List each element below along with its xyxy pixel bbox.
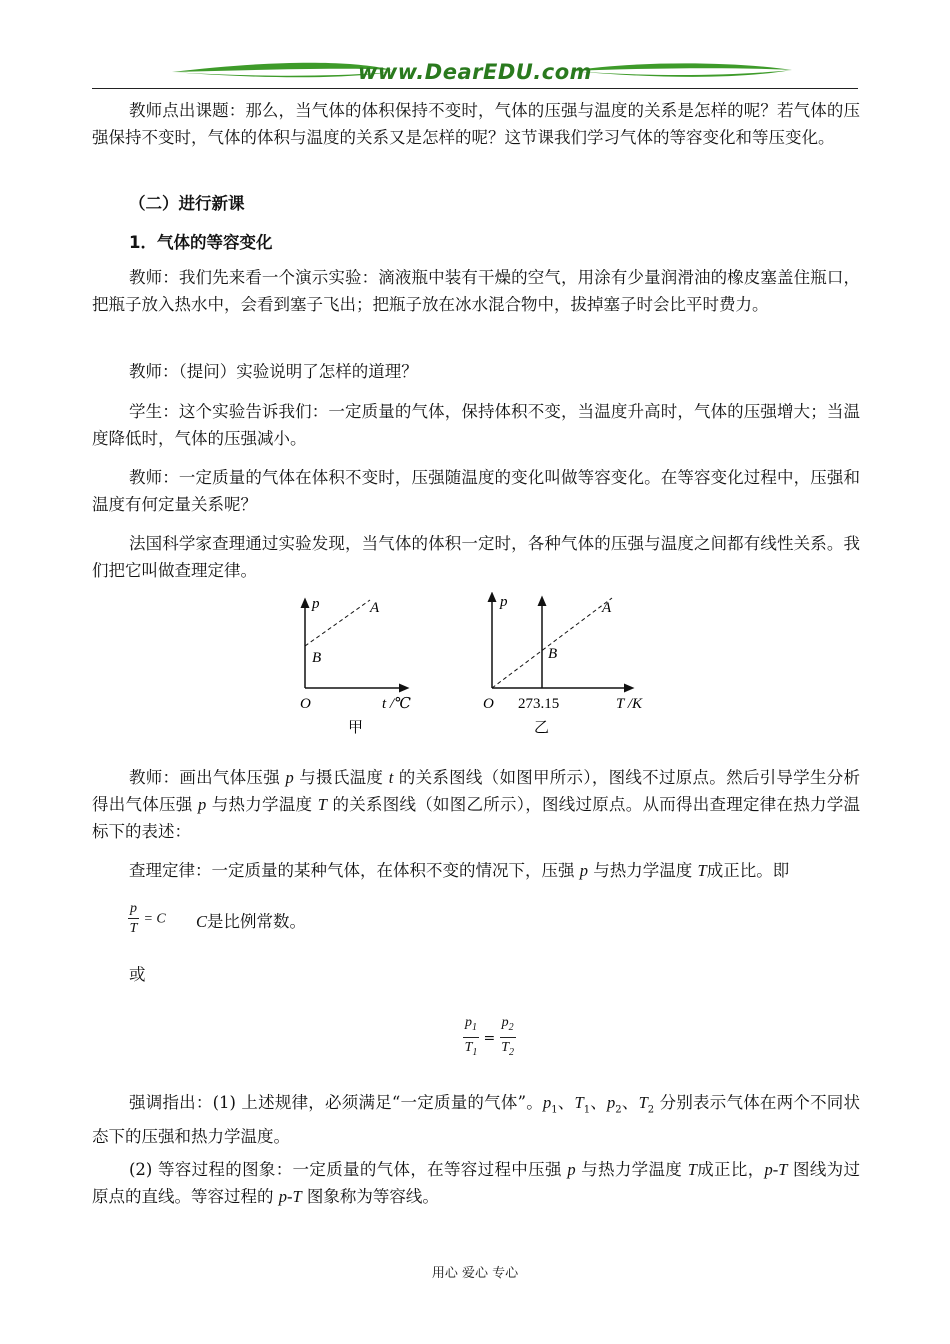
paragraph-isochoric-definition: 教师：一定质量的气体在体积不变时，压强随温度的变化叫做等容变化。在等容变化过程中，压强和温度有何定量关系呢？ [92, 468, 860, 514]
paragraph-emphasis-1: 强调指出：(1) 上述规律，必须满足“一定质量的气体”。$p_1$、$T_1$、$p_2$、$T_2$ 分别表示气体在两个不同状态下的压强和热力学温度。 [92, 1093, 861, 1147]
graph-right-point-b: B [548, 646, 558, 662]
graph-kelvin [483, 594, 643, 736]
paragraph-demo: 教师：我们先来看一个演示实验：滴液瓶中装有干燥的空气，用涂有少量润滑油的橡皮塞盖住瓶口，把瓶子放入热水中，会看到塞子飞出；把瓶子放在冰水混合物中，拔掉塞子时会比平时费力。 [92, 268, 860, 314]
graph-left-point-b: B [312, 650, 322, 666]
graph-left-y-label: p [312, 596, 320, 612]
formula-constant-note: C是比例常数。 [196, 912, 307, 931]
graph-right-point-a: A [602, 600, 612, 616]
graph-right-caption: 乙 [534, 718, 550, 736]
formula-p-over-t: $\frac{p}{T}$ = C [129, 901, 166, 936]
graph-right-origin: O [483, 696, 494, 712]
graph-left-point-a: A [370, 600, 380, 616]
header-rule [92, 88, 858, 89]
page-footer: 用心 爱心 专心 [431, 1266, 519, 1281]
graph-left-origin: O [300, 696, 311, 712]
paragraph-topic: 教师点出课题：那么，当气体的体积保持不变时，气体的压强与温度的关系是怎样的呢？若气体的压强保持不变时，气体的体积与温度的关系又是怎样的呢？这节课我们学习气体的等容变化和等压变化。 [92, 101, 860, 147]
site-logo-text: www.DearEDU.com [357, 60, 593, 84]
graph-right-tick-label: 273.15 [518, 696, 560, 712]
charles-law-figure [290, 592, 670, 742]
formula-ratio-equality: $\frac{p_1}{T_1}$ = $\frac{p_2}{T_2}$ [464, 1015, 515, 1058]
graph-left-x-label: t /℃ [382, 696, 411, 712]
or-text: 或 [129, 965, 146, 984]
paragraph-question: 教师：（提问）实验说明了怎样的道理？ [129, 362, 418, 381]
paragraph-charles: 法国科学家查理通过实验发现，当气体的体积一定时，各种气体的压强与温度之间都有线性关系。我们把它叫做查理定律。 [92, 534, 860, 580]
section-heading: （二）进行新课 [129, 194, 245, 213]
graph-celsius [300, 596, 411, 736]
subsection-heading: 1．气体的等容变化 [129, 233, 273, 252]
graph-left-caption: 甲 [348, 718, 364, 736]
graph-right-x-label: T /K [616, 696, 642, 712]
site-header [92, 58, 858, 92]
graph-right-y-label: p [500, 594, 508, 610]
paragraph-emphasis-2: (2) 等容过程的图象：一定质量的气体，在等容过程中压强 p 与热力学温度 T成正比，p-T 图线为过原点的直线。等容过程的 p-T 图象称为等容线。 [92, 1160, 861, 1206]
paragraph-graph-explanation: 教师：画出气体压强 p 与摄氏温度 t 的关系图线（如图甲所示），图线不过原点。然后引导学生分析得出气体压强 p 与热力学温度 T 的关系图线（如图乙所示），图线过原点。从而得出查理定律在热力学温标下的表述： [92, 768, 861, 841]
paragraph-student-answer: 学生：这个实验告诉我们：一定质量的气体，保持体积不变，当温度升高时，气体的压强增大；当温度降低时，气体的压强减小。 [92, 402, 860, 448]
paragraph-charles-law-statement: 查理定律：一定质量的某种气体，在体积不变的情况下，压强 p 与热力学温度 T成正比。即 [129, 861, 790, 880]
